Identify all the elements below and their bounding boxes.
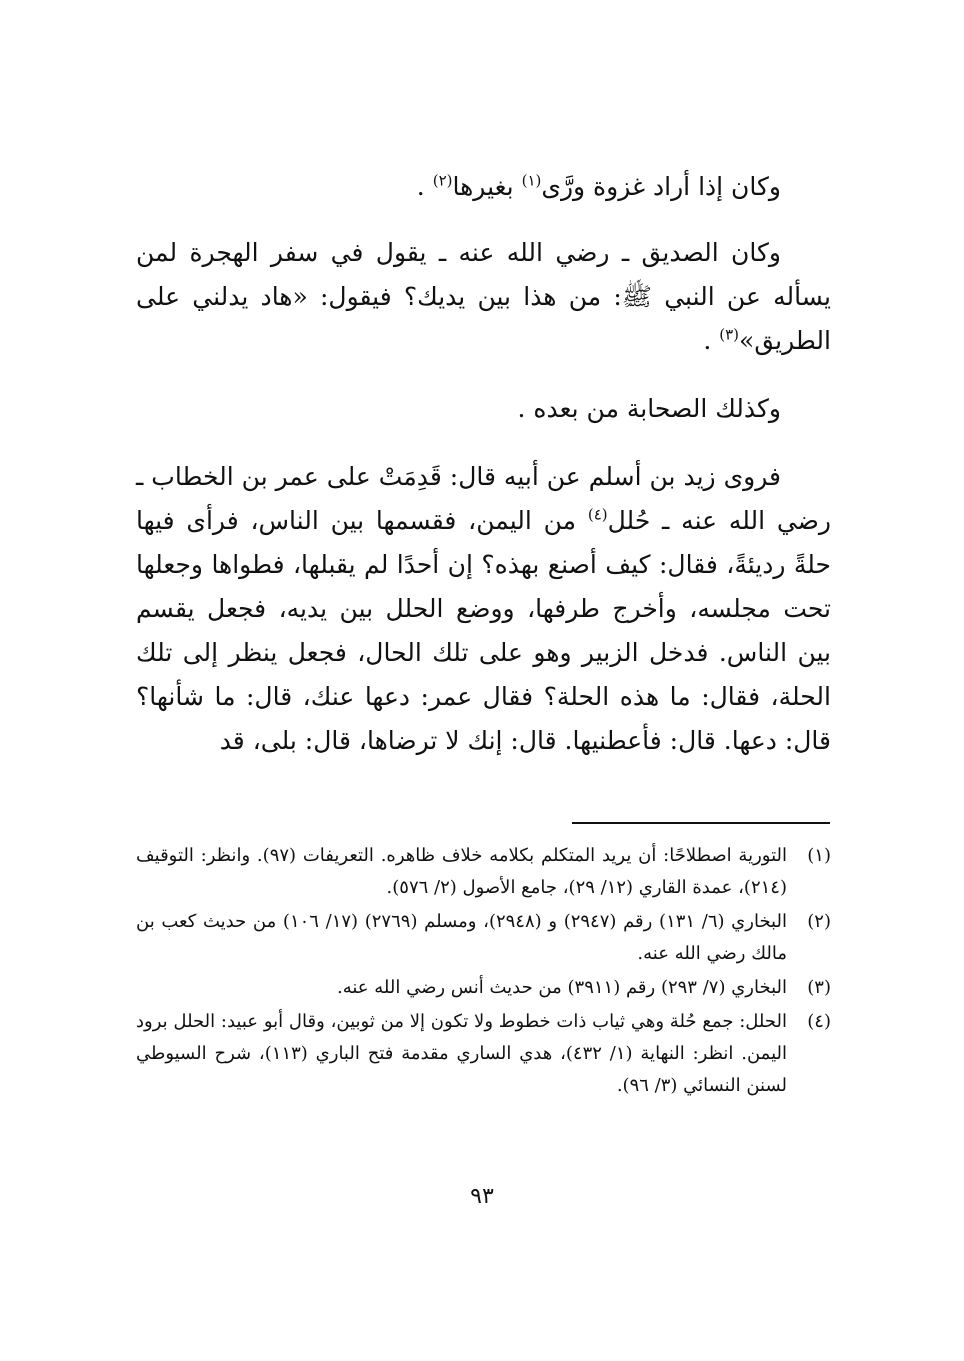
paragraph-text: وكذلك الصحابة من بعده . xyxy=(517,394,781,423)
paragraph-4 xyxy=(136,455,831,763)
footnote-ref: (٤) xyxy=(587,505,608,524)
paragraph-2 xyxy=(136,231,831,363)
footnote-ref: (٢) xyxy=(432,171,453,190)
paragraph-text: وكان الصديق ـ رضي الله عنه ـ يقول في سفر الهجرة لمن يسأله عن النبي ﷺ: من هذا بين يديك؟ فيقول: «هاد يدلني على الطريق» xyxy=(136,238,831,355)
page-number: ٩٣ xyxy=(470,1184,494,1209)
footnotes xyxy=(136,840,831,1104)
footnote-ref: (٣) xyxy=(719,325,740,344)
footnote-number: (١) xyxy=(807,845,831,866)
footnote-item xyxy=(136,972,831,1004)
paragraph-text: . xyxy=(703,326,720,355)
paragraph-text: بغيرها xyxy=(452,172,522,201)
main-text xyxy=(136,165,831,787)
footnote-ref: (١) xyxy=(521,171,542,190)
footnote-text: البخاري (٦/ ١٣١) رقم (٢٩٤٧) و (٢٩٤٨)، ومسلم (٢٧٦٩) (١٧/ ١٠٦) من حديث كعب بن مالك رضي الله عنه. xyxy=(136,911,787,964)
footnote-number: (٢) xyxy=(807,911,831,932)
footnote-text: التورية اصطلاحًا: أن يريد المتكلم بكلامه خلاف ظاهره. التعريفات (٩٧). وانظر: التوقيف (٢١٤)، عمدة القاري (١٢/ ٢٩)، جامع الأصول (٢/ ٥٧٦). xyxy=(136,845,787,898)
footnote-item xyxy=(136,840,831,904)
paragraph-text: وكان إذا أراد غزوة ورَّى xyxy=(541,172,781,201)
footnote-text: الحلل: جمع حُلة وهي ثياب ذات خطوط ولا تكون إلا من ثوبين، وقال أبو عبيد: الحلل برود اليمن. انظر: النهاية (١/ ٤٣٢)، هدي الساري مقدمة فتح الباري (١١٣)، شرح السيوطي لسنن النسائي (٣/ ٩٦). xyxy=(136,1011,787,1096)
footnote-number: (٣) xyxy=(807,977,831,998)
footnote-item xyxy=(136,1006,831,1102)
paragraph-1 xyxy=(136,165,831,209)
footnote-number: (٤) xyxy=(807,1011,831,1032)
footnote-text: البخاري (٧/ ٢٩٣) رقم (٣٩١١) من حديث أنس رضي الله عنه. xyxy=(336,977,787,998)
paragraph-text: فروى زيد بن أسلم عن أبيه قال: قَدِمَتْ على عمر بن الخطاب ـ رضي الله عنه ـ حُلل xyxy=(136,462,831,535)
paragraph-text: . xyxy=(416,172,433,201)
footnote-divider xyxy=(572,822,830,824)
footnote-item xyxy=(136,906,831,970)
paragraph-text: من اليمن، فقسمها بين الناس، فرأى فيها حلةً رديئةً، فقال: كيف أصنع بهذه؟ إن أحدًا لم يقبلها، فطواها وجعلها تحت مجلسه، وأخرج طرفها، ووضع الحلل بين يديه، فجعل يقسم بين الناس. فدخل الزبير وهو على تلك الحال، فجعل ينظر إلى تلك الحلة، فقال: ما هذه الحلة؟ فقال عمر: دعها عنك، قال: ما شأنها؟ قال: دعها. قال: فأعطنيها. قال: إنك لا ترضاها، قال: بلى، قد xyxy=(136,506,831,755)
paragraph-3 xyxy=(136,387,831,431)
